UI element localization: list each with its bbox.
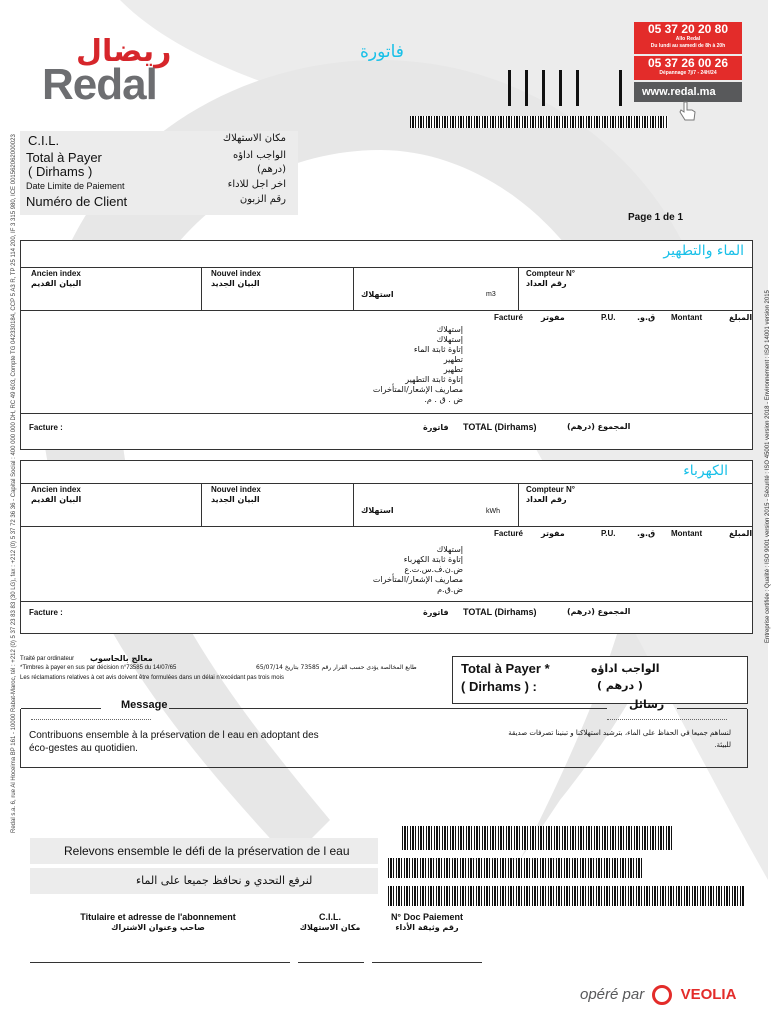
phone-number-allo: 05 37 20 20 80 — [647, 22, 729, 36]
water-section-heading: الماء والتطهير — [663, 243, 744, 259]
water-item: تطهير — [443, 355, 463, 364]
message-title: Message — [121, 699, 168, 711]
message-title-ar: رسائل — [629, 698, 665, 711]
water-compteur-label: Compteur N° — [526, 269, 575, 278]
electricity-pu-col-ar: ق.و. — [637, 529, 656, 538]
note-stamps: *Timbres à payer en sus par décision n°73585 du 14/07/65 — [20, 665, 177, 671]
coupon-cil-line — [298, 962, 364, 963]
coupon-doc-label-ar: رقم وثيقة الأداء — [395, 923, 459, 932]
total-to-pay-dirhams-ar: ( درهم ) — [597, 679, 643, 692]
website-bar — [634, 82, 742, 102]
electricity-conso-label-ar: استهلاك — [361, 506, 394, 515]
electricity-facture-col-ar: مفوتر — [541, 529, 565, 538]
coupon-cil-label: C.I.L. — [319, 912, 341, 922]
electricity-ancien-index-label-ar: البيان القديم — [31, 495, 82, 504]
client-number-label: Numéro de Client — [26, 194, 128, 209]
electricity-compteur-label-ar: رقم العداد — [526, 495, 567, 504]
electricity-facture-label: Facture : — [29, 608, 63, 617]
slogan-fr-box — [30, 838, 378, 864]
electricity-item: إستهلاك — [436, 545, 463, 554]
company-legal-text: Redal s.a. 6, rue Al Hoceima BP 161 - 10000 Rabat-Maroc, tél : +212 (0) 5 37 23 83 83 (30 LG), fax : +212 (0) 5 37 72 36 36 - Capital Social : 400 000 000 DH, RC 49 603, Compte TG 042330184, CCP 5 A3 R, TP 25 114 200, IF 3 315 980, ICE 001562062000023 — [11, 134, 17, 833]
water-conso-label-ar: استهلاك — [361, 290, 394, 299]
electricity-montant-col-ar: المبلغ — [729, 529, 753, 538]
electricity-pu-col: P.U. — [601, 529, 616, 538]
message-text-ar: لنساهم جميعا في الحفاظ على الماء، بترشيد استهلاكنا و تبنينا تصرفات صديقة للبيئة. — [508, 729, 731, 749]
slogan-ar-box — [30, 868, 378, 894]
electricity-facture-label-ar: فاتورة — [423, 608, 449, 617]
coupon-titulaire-label: Titulaire et adresse de l'abonnement — [80, 912, 236, 922]
date-limit-label-ar: اخر اجل للاداء — [227, 179, 286, 190]
electricity-item: مصاريف الإشعار/المتأخرات — [372, 575, 463, 584]
water-pu-col: P.U. — [601, 313, 616, 322]
electricity-total-label: TOTAL (Dirhams) — [463, 607, 537, 617]
total-label-ar: الواجب اداؤه — [232, 150, 286, 161]
electricity-item: إتاوة ثابتة الكهرباء — [403, 555, 463, 564]
water-nouvel-index-label-ar: البيان الجديد — [211, 279, 260, 288]
coupon-doc-line — [372, 962, 482, 963]
water-items-list — [343, 325, 463, 405]
water-facture-col: Facturé — [494, 313, 523, 322]
electricity-nouvel-index-label: Nouvel index — [211, 485, 261, 494]
water-section — [20, 240, 753, 450]
logo-arabic: ريضال — [76, 34, 172, 69]
electricity-index-row — [21, 483, 752, 527]
electricity-unit: kWh — [486, 508, 500, 515]
phone-box-depannage — [634, 56, 742, 80]
water-item: ض . ق . م. — [424, 395, 463, 404]
water-unit: m3 — [486, 291, 496, 298]
website-link[interactable]: www.redal.ma — [642, 86, 716, 98]
water-total-label: TOTAL (Dirhams) — [463, 422, 537, 432]
water-nouvel-index-label: Nouvel index — [211, 269, 261, 278]
page-number: Page 1 de 1 — [628, 212, 684, 223]
water-item: تطهير — [443, 365, 463, 374]
water-facture-col-ar: مفوتر — [541, 313, 565, 322]
electricity-items-list — [343, 545, 463, 595]
water-facture-label-ar: فاتورة — [423, 423, 449, 432]
electricity-total-divider — [21, 601, 752, 602]
water-index-row — [21, 267, 752, 311]
water-item: إستهلاك — [436, 335, 463, 344]
client-number-label-ar: رقم الزبون — [239, 194, 286, 205]
message-text-fr: Contribuons ensemble à la préservation de l eau en adoptant des éco-gestes au quotidien. — [29, 730, 319, 754]
total-to-pay-label: Total à Payer * — [461, 661, 550, 676]
coupon-titulaire-line — [30, 962, 290, 963]
total-label: Total à Payer — [26, 150, 102, 165]
date-limit-label: Date Limite de Paiement — [26, 181, 125, 191]
dirhams-label-ar: (درهم) — [256, 164, 286, 175]
water-total-label-ar: المجموع (درهم) — [567, 422, 631, 431]
water-item: إستهلاك — [436, 325, 463, 334]
veolia-logo-icon — [652, 985, 672, 1005]
electricity-section — [20, 460, 753, 634]
barcode-bottom-1 — [402, 826, 674, 850]
invoice-summary-box — [20, 131, 298, 215]
note-stamps-ar: طابع المخالصة يؤدى حسب القرار رقم 73585 بتاريخ 65/07/14 — [256, 664, 417, 671]
phone-hours-allo: Du lundi au samedi de 8h à 20h — [650, 43, 726, 49]
coupon-cil-label-ar: مكان الاستهلاك — [299, 923, 361, 932]
barcode-bottom-3 — [388, 886, 744, 906]
slogan-fr: Relevons ensemble le défi de la préservation de l eau — [64, 844, 350, 858]
veolia-operated-by — [580, 985, 736, 1005]
water-facture-label: Facture : — [29, 423, 63, 432]
certification-text: Entreprise certifiée : Qualité : ISO 9001 version 2015 - Sécurité : ISO 45001 version 2018 - Environnement : ISO 14001 version 2015 — [765, 290, 771, 643]
water-item: إتاوة ثابتة الماء — [413, 345, 463, 354]
water-compteur-label-ar: رقم العداد — [526, 279, 567, 288]
slogan-ar: لنرفع التحدي و نحافظ جميعا على الماء — [136, 874, 313, 887]
water-montant-col: Montant — [671, 313, 703, 322]
hand-pointer-icon — [678, 100, 698, 122]
water-ancien-index-label-ar: البيان القديم — [31, 279, 82, 288]
operated-by-text: opéré par — [580, 985, 645, 1003]
electricity-montant-col: Montant — [671, 529, 703, 538]
electricity-ancien-index-label: Ancien index — [31, 485, 81, 494]
electricity-item: ض.ن.ف.س.ت.ع — [404, 565, 463, 574]
electricity-total-label-ar: المجموع (درهم) — [567, 607, 631, 616]
water-total-divider — [21, 413, 752, 414]
barcode-bottom-2 — [388, 858, 644, 878]
barcode-large-marks — [508, 70, 636, 111]
note-computer-processed: Traité par ordinateur — [20, 656, 75, 662]
barcode-top — [410, 116, 668, 128]
cil-label: C.I.L. — [28, 133, 60, 148]
phone-box-allo — [634, 22, 742, 54]
electricity-facture-col: Facturé — [494, 529, 523, 538]
dirhams-label: ( Dirhams ) — [28, 164, 93, 179]
cil-label-ar: مكان الاستهلاك — [222, 133, 286, 144]
message-section — [20, 698, 748, 768]
water-item: إتاوة ثابتة التطهير — [405, 375, 463, 384]
electricity-item: ض.ق.م — [437, 585, 463, 594]
water-montant-col-ar: المبلغ — [729, 313, 753, 322]
phone-number-depannage: 05 37 26 00 26 — [647, 56, 729, 70]
phone-label-allo: Allo Redal — [675, 36, 701, 42]
coupon-titulaire-label-ar: صاحب وعنوان الاشتراك — [111, 923, 205, 932]
water-ancien-index-label: Ancien index — [31, 269, 81, 278]
total-to-pay-dirhams: ( Dirhams ) : — [461, 679, 537, 694]
coupon-doc-label: N° Doc Paiement — [390, 912, 464, 922]
phone-label-depannage: Dépannage 7j/7 - 24H/24 — [659, 70, 717, 76]
total-to-pay-label-ar: الواجب اداؤه — [591, 662, 660, 675]
veolia-brand: VEOLIA — [680, 985, 737, 1003]
water-pu-col-ar: ق.و. — [637, 313, 656, 322]
note-claims: Les réclamations relatives à cet avis doivent être formulées dans un délai n'excédant pas trois mois — [20, 675, 284, 681]
electricity-compteur-label: Compteur N° — [526, 485, 575, 494]
total-to-pay-box — [452, 656, 748, 704]
logo-redal: Redal — [42, 60, 157, 109]
water-item: مصاريف الإشعار/المتأخرات — [372, 385, 463, 394]
invoice-title: فاتورة — [360, 42, 404, 62]
note-computer-processed-ar: معالج بالحاسوب — [90, 654, 153, 663]
electricity-nouvel-index-label-ar: البيان الجديد — [211, 495, 260, 504]
electricity-section-heading: الكهرباء — [683, 463, 728, 479]
